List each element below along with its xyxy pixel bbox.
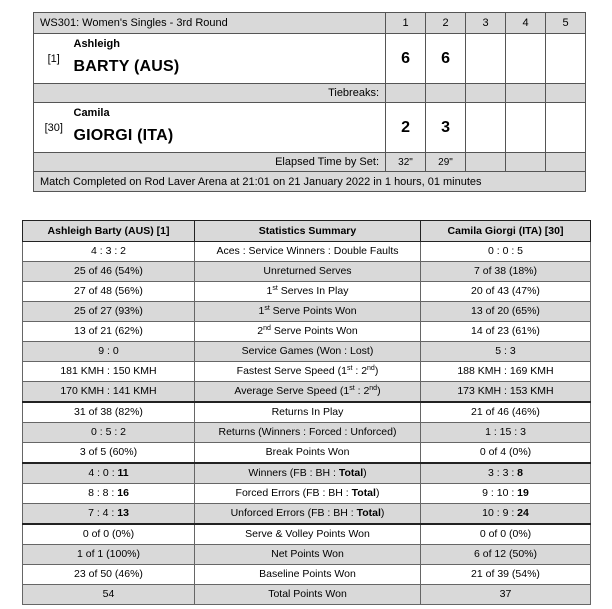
stat-value-player1 xyxy=(23,524,195,545)
stat-value-total: 11 xyxy=(117,467,129,479)
stat-label xyxy=(195,282,421,302)
elapsed-value xyxy=(466,153,506,172)
elapsed-value: 32" xyxy=(386,153,426,172)
stat-value-player1 xyxy=(23,302,195,322)
scoreboard-header-row xyxy=(34,13,586,34)
stat-value-text: 181 KMH : 150 KMH xyxy=(60,365,157,377)
stat-value-text: 31 of 38 (82%) xyxy=(74,406,143,418)
stat-row xyxy=(23,484,591,504)
set-number: 4 xyxy=(506,13,546,34)
stat-row xyxy=(23,302,591,322)
stat-value-text: 14 of 23 (61%) xyxy=(471,325,540,337)
stat-row xyxy=(23,342,591,362)
stat-label-text: Baseline Points Won xyxy=(259,568,356,580)
set-score: 6 xyxy=(386,34,426,84)
stat-value-player2 xyxy=(421,322,591,342)
stat-value-text: 25 of 27 (93%) xyxy=(74,305,143,317)
set-number: 3 xyxy=(466,13,506,34)
stat-row xyxy=(23,585,591,605)
stat-value-text: 9 : 0 xyxy=(98,345,119,357)
stat-label xyxy=(195,402,421,423)
elapsed-value: 29" xyxy=(426,153,466,172)
stat-label xyxy=(195,443,421,464)
stat-label-ordinal: st xyxy=(264,305,270,312)
player-seed: [30] xyxy=(34,103,74,153)
stat-label xyxy=(195,484,421,504)
stat-label-text: Unreturned Serves xyxy=(263,265,352,277)
stat-label-text: 1 xyxy=(266,285,273,297)
stat-label-text: Serve Points Won xyxy=(269,305,357,317)
match-title: WS301: Women's Singles - 3rd Round xyxy=(34,13,386,34)
stat-label-text: ) xyxy=(374,365,379,377)
stats-header-player1: Ashleigh Barty (AUS) [1] xyxy=(23,221,195,242)
set-score xyxy=(506,103,546,153)
stat-row xyxy=(23,362,591,382)
stat-label xyxy=(195,585,421,605)
stat-row xyxy=(23,322,591,342)
stat-value-total: 24 xyxy=(517,507,529,519)
tiebreaks-row xyxy=(34,84,586,103)
stat-value-text: 0 of 0 (0%) xyxy=(82,528,135,540)
stat-value-player2 xyxy=(421,504,591,525)
stat-label-text: Serve Points Won xyxy=(270,325,358,337)
stat-label-text: Average Serve Speed (1 xyxy=(234,385,350,397)
stat-value-player1 xyxy=(23,585,195,605)
stat-value-text: 0 : 0 : 5 xyxy=(487,245,524,257)
stat-value-text: 4 : 0 : xyxy=(88,467,118,479)
stat-value-player1 xyxy=(23,504,195,525)
stat-value-text: 7 of 38 (18%) xyxy=(473,265,538,277)
stat-value-player2 xyxy=(421,545,591,565)
stat-value-player1 xyxy=(23,362,195,382)
stat-value-text: 13 of 21 (62%) xyxy=(74,325,143,337)
player-first-name: Ashleigh xyxy=(73,38,120,50)
tiebreak-value xyxy=(546,84,586,103)
tiebreaks-label: Tiebreaks: xyxy=(34,84,386,103)
stat-label-text: Aces : Service Winners : Double Faults xyxy=(216,245,399,257)
set-number: 1 xyxy=(386,13,426,34)
player-first-name: Camila xyxy=(73,107,110,119)
stat-value-player2 xyxy=(421,282,591,302)
stat-value-player1 xyxy=(23,545,195,565)
stats-header-player2: Camila Giorgi (ITA) [30] xyxy=(421,221,591,242)
stat-value-player2 xyxy=(421,524,591,545)
stat-label-text: Service Games (Won : Lost) xyxy=(241,345,374,357)
stat-label-text: ) xyxy=(363,467,367,479)
stat-value-total: 19 xyxy=(517,487,529,499)
stat-row xyxy=(23,242,591,262)
stat-row xyxy=(23,423,591,443)
tiebreak-value xyxy=(426,84,466,103)
stat-label-ordinal: nd xyxy=(367,365,375,372)
set-number: 2 xyxy=(426,13,466,34)
stat-row xyxy=(23,565,591,585)
stat-value-total: 16 xyxy=(117,487,129,499)
player-seed: [1] xyxy=(34,34,74,84)
stat-value-text: 10 : 9 : xyxy=(482,507,518,519)
stat-value-total: 13 xyxy=(117,507,129,519)
stat-label-text: : 2 xyxy=(354,385,370,397)
stat-label-text: Break Points Won xyxy=(265,446,350,458)
player-row xyxy=(34,103,586,153)
stat-value-text: 3 of 5 (60%) xyxy=(79,446,138,458)
stat-label-text: Forced Errors (FB : BH : xyxy=(235,487,352,499)
stat-value-player1 xyxy=(23,402,195,423)
stat-label xyxy=(195,242,421,262)
stat-label-ordinal: nd xyxy=(263,325,271,332)
set-score: 3 xyxy=(426,103,466,153)
stat-value-player2 xyxy=(421,402,591,423)
stat-value-player2 xyxy=(421,585,591,605)
set-score xyxy=(466,103,506,153)
stat-label-text: Returns (Winners : Forced : Unforced) xyxy=(218,426,397,438)
stat-label-text: ) xyxy=(380,507,385,519)
stat-label xyxy=(195,262,421,282)
elapsed-value xyxy=(506,153,546,172)
set-score xyxy=(546,103,586,153)
set-score xyxy=(546,34,586,84)
stat-value-text: 21 of 39 (54%) xyxy=(471,568,540,580)
stat-label xyxy=(195,362,421,382)
tiebreak-value xyxy=(466,84,506,103)
stat-label-text: 1 xyxy=(258,305,265,317)
stat-value-text: 27 of 48 (56%) xyxy=(74,285,143,297)
statistics-table xyxy=(22,220,591,605)
stat-label xyxy=(195,322,421,342)
statistics-header-row xyxy=(23,221,591,242)
stat-value-player2 xyxy=(421,362,591,382)
stat-label-total: Total xyxy=(356,507,381,519)
elapsed-label: Elapsed Time by Set: xyxy=(34,153,386,172)
stat-value-player2 xyxy=(421,423,591,443)
stat-value-text: 7 : 4 : xyxy=(88,507,118,519)
stat-value-player1 xyxy=(23,282,195,302)
stat-value-player1 xyxy=(23,342,195,362)
elapsed-value xyxy=(546,153,586,172)
player-name-cell xyxy=(74,103,386,153)
stat-label xyxy=(195,565,421,585)
player-name-cell xyxy=(74,34,386,84)
stat-label-text: Winners (FB : BH : xyxy=(248,467,339,479)
stat-value-text: 8 : 8 : xyxy=(88,487,118,499)
stat-row xyxy=(23,402,591,423)
stat-label xyxy=(195,382,421,403)
stat-value-text: 3 : 3 : xyxy=(487,467,518,479)
stat-label-text: ) xyxy=(377,385,381,397)
stat-label xyxy=(195,302,421,322)
stat-value-text: 37 xyxy=(499,588,512,600)
stat-value-player2 xyxy=(421,342,591,362)
stat-value-text: 1 : 15 : 3 xyxy=(485,426,526,438)
stat-label-text: Net Points Won xyxy=(271,548,344,560)
stat-value-text: 0 of 4 (0%) xyxy=(479,446,532,458)
stat-value-text: 1 of 1 (100%) xyxy=(76,548,141,560)
stat-value-text: 0 of 0 (0%) xyxy=(479,528,532,540)
stat-row xyxy=(23,524,591,545)
stat-value-player1 xyxy=(23,423,195,443)
stat-value-player2 xyxy=(421,463,591,484)
stat-label-text: Serve & Volley Points Won xyxy=(245,528,370,540)
stat-value-text: 9 : 10 : xyxy=(482,487,518,499)
stat-value-text: 54 xyxy=(102,588,115,600)
set-number: 5 xyxy=(546,13,586,34)
stat-row xyxy=(23,282,591,302)
stat-value-player2 xyxy=(421,242,591,262)
stat-label-text: Fastest Serve Speed (1 xyxy=(236,365,347,377)
set-score xyxy=(466,34,506,84)
stat-label xyxy=(195,423,421,443)
stat-value-text: 20 of 43 (47%) xyxy=(471,285,540,297)
stat-label-ordinal: nd xyxy=(369,385,378,392)
tiebreak-value xyxy=(386,84,426,103)
stat-value-player2 xyxy=(421,565,591,585)
stat-row xyxy=(23,382,591,403)
stat-value-text: 0 : 5 : 2 xyxy=(90,426,127,438)
set-score xyxy=(506,34,546,84)
stat-value-total: 8 xyxy=(517,467,524,479)
stat-value-player1 xyxy=(23,382,195,403)
stat-label xyxy=(195,463,421,484)
stat-row xyxy=(23,262,591,282)
stat-row xyxy=(23,545,591,565)
set-score: 6 xyxy=(426,34,466,84)
stat-value-player1 xyxy=(23,443,195,464)
footer-row xyxy=(34,172,586,192)
stat-value-player1 xyxy=(23,463,195,484)
stat-row xyxy=(23,504,591,525)
player-row xyxy=(34,34,586,84)
stat-label-text: Serves In Play xyxy=(277,285,349,297)
stat-row xyxy=(23,443,591,464)
stat-value-text: 23 of 50 (46%) xyxy=(74,568,143,580)
stat-value-text: 188 KMH : 169 KMH xyxy=(457,365,554,377)
scoreboard-table xyxy=(33,12,586,192)
stats-header-title: Statistics Summary xyxy=(195,221,421,242)
stat-label xyxy=(195,545,421,565)
stat-label xyxy=(195,504,421,525)
stat-label-text: Unforced Errors (FB : BH : xyxy=(230,507,357,519)
stat-label-ordinal: st xyxy=(349,385,355,392)
stat-value-player1 xyxy=(23,262,195,282)
statistics-body xyxy=(23,242,591,605)
player-last-name: BARTY (AUS) xyxy=(73,58,180,75)
stat-value-player2 xyxy=(421,443,591,464)
elapsed-row xyxy=(34,153,586,172)
tiebreak-value xyxy=(506,84,546,103)
stat-label-text: 2 xyxy=(257,325,264,337)
player-last-name: GIORGI (ITA) xyxy=(73,127,174,144)
match-summary: Match Completed on Rod Laver Arena at 21:01 on 21 January 2022 in 1 hours, 01 minutes xyxy=(34,172,586,192)
stat-label-text: Total Points Won xyxy=(268,588,347,600)
stat-value-text: 4 : 3 : 2 xyxy=(90,245,127,257)
stat-value-text: 5 : 3 xyxy=(495,345,516,357)
stat-label xyxy=(195,524,421,545)
stat-value-player1 xyxy=(23,484,195,504)
stat-value-text: 25 of 46 (54%) xyxy=(74,265,143,277)
stat-label-ordinal: st xyxy=(346,365,353,372)
stat-value-text: 21 of 46 (46%) xyxy=(471,406,540,418)
stat-value-player2 xyxy=(421,262,591,282)
stat-row xyxy=(23,463,591,484)
stat-value-text: 173 KMH : 153 KMH xyxy=(457,385,554,397)
stat-value-player2 xyxy=(421,382,591,403)
stat-value-text: 6 of 12 (50%) xyxy=(473,548,538,560)
set-score: 2 xyxy=(386,103,426,153)
stat-label-total: Total xyxy=(351,487,376,499)
stat-value-player1 xyxy=(23,565,195,585)
stat-value-player2 xyxy=(421,484,591,504)
stat-label-total: Total xyxy=(338,467,364,479)
stat-label-text: : 2 xyxy=(352,365,368,377)
stat-label xyxy=(195,342,421,362)
stat-label-text: Returns In Play xyxy=(271,406,344,418)
stat-value-player2 xyxy=(421,302,591,322)
stat-value-player1 xyxy=(23,242,195,262)
stat-label-ordinal: st xyxy=(272,285,278,292)
stat-label-text: ) xyxy=(375,487,380,499)
stat-value-text: 13 of 20 (65%) xyxy=(471,305,540,317)
stat-value-text: 170 KMH : 141 KMH xyxy=(60,385,157,397)
stat-value-player1 xyxy=(23,322,195,342)
